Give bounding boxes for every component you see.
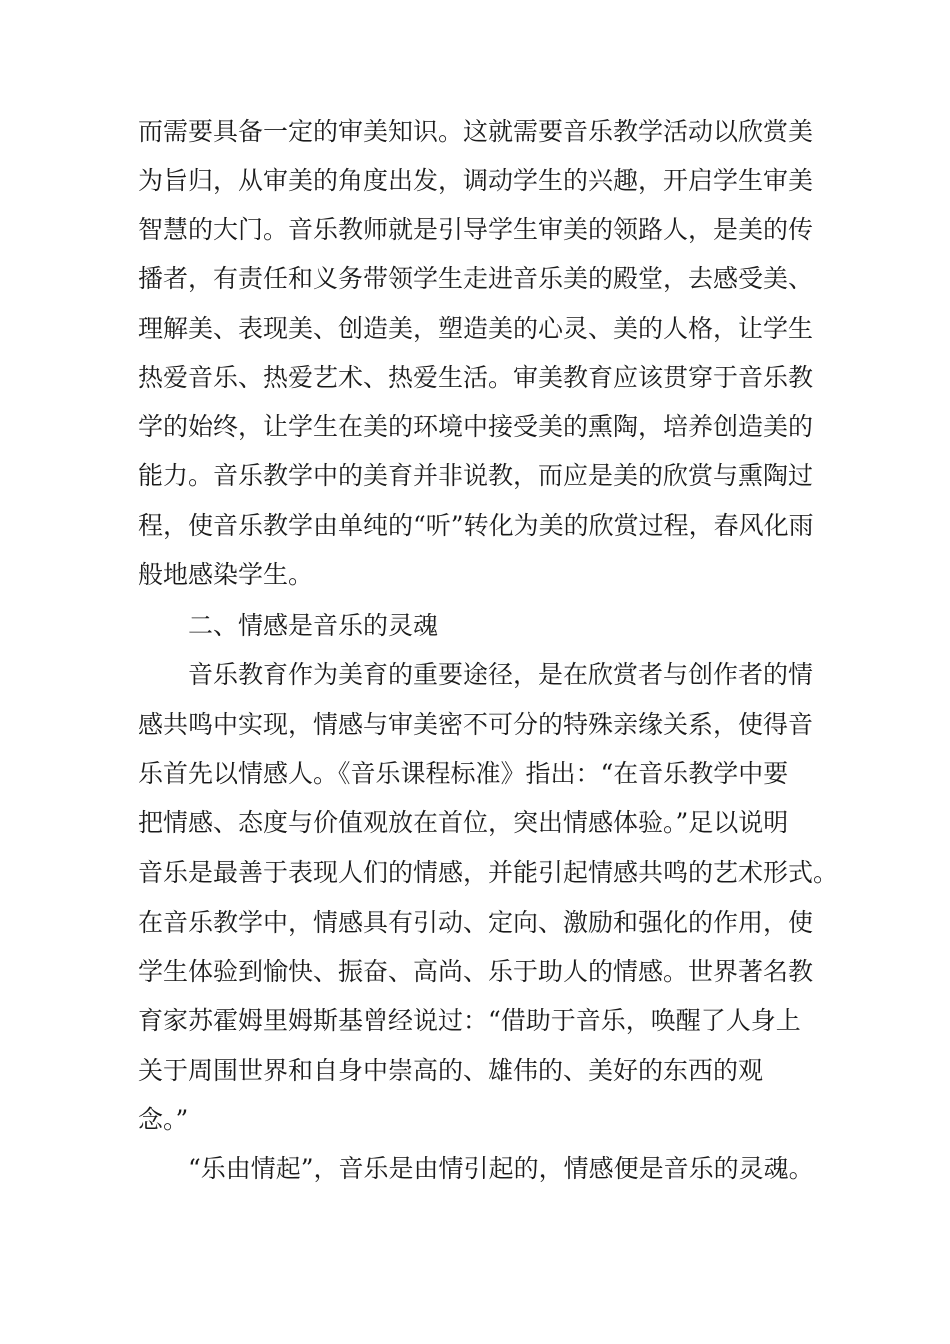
paragraph-line: 把情感、态度与价值观放在首位，突出情感体验。”足以说明 xyxy=(138,808,789,837)
paragraph-line: 能力。音乐教学中的美育并非说教，而应是美的欣赏与熏陶过 xyxy=(138,461,814,490)
paragraph-line: 学的始终，让学生在美的环境中接受美的熏陶，培养创造美的 xyxy=(138,412,814,441)
paragraph-line: 学生体验到愉快、振奋、高尚、乐于助人的情感。世界著名教 xyxy=(138,957,814,986)
paragraph-line: 音乐是最善于表现人们的情感，并能引起情感共鸣的艺术形式。 xyxy=(138,858,839,887)
paragraph-line: 关于周围世界和自身中崇高的、雄伟的、美好的东西的观 xyxy=(138,1056,764,1085)
paragraph-line: 感共鸣中实现，情感与审美密不可分的特殊亲缘关系，使得音 xyxy=(138,710,814,739)
paragraph-line: 而需要具备一定的审美知识。这就需要音乐教学活动以欣赏美 xyxy=(138,117,814,146)
paragraph-line: 育家苏霍姆里姆斯基曾经说过：“借助于音乐，唤醒了人身上 xyxy=(138,1006,801,1035)
section-heading: 二、情感是音乐的灵魂 xyxy=(188,611,439,640)
paragraph-line: 智慧的大门。音乐教师就是引导学生审美的领路人，是美的传 xyxy=(138,215,814,244)
paragraph-line: 程，使音乐教学由单纯的“听”转化为美的欣赏过程，春风化雨 xyxy=(138,511,814,540)
paragraph-line: 般地感染学生。 xyxy=(138,560,314,589)
paragraph-line: 乐首先以情感人。《音乐课程标准》指出：“在音乐教学中要 xyxy=(138,759,789,788)
paragraph-line: 理解美、表现美、创造美，塑造美的心灵、美的人格，让学生 xyxy=(138,314,814,343)
paragraph-line: 热爱音乐、热爱艺术、热爱生活。审美教育应该贯穿于音乐教 xyxy=(138,363,814,392)
paragraph-line: 念。” xyxy=(138,1105,189,1134)
paragraph-line: 播者，有责任和义务带领学生走进音乐美的殿堂，去感受美、 xyxy=(138,264,814,293)
paragraph-line: 音乐教育作为美育的重要途径，是在欣赏者与创作者的情 xyxy=(188,660,814,689)
paragraph-line: 在音乐教学中，情感具有引动、定向、激励和强化的作用，使 xyxy=(138,908,814,937)
paragraph-line: “乐由情起”，音乐是由情引起的，情感便是音乐的灵魂。 xyxy=(188,1154,814,1183)
paragraph-line: 为旨归，从审美的角度出发，调动学生的兴趣，开启学生审美 xyxy=(138,166,814,195)
